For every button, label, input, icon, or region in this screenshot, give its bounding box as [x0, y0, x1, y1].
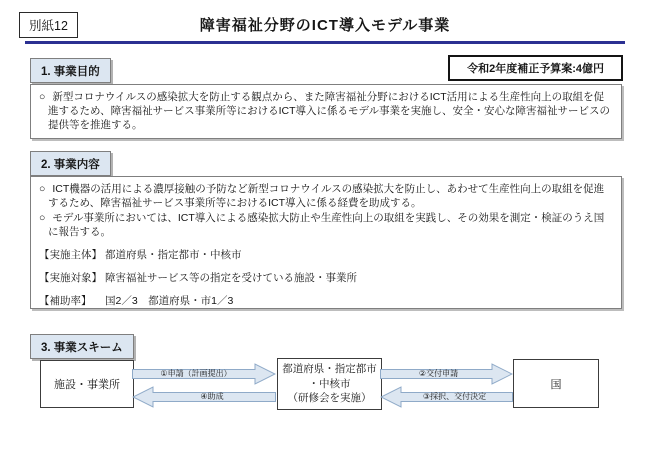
- meta-label: 【実施主体】: [39, 248, 102, 261]
- bullet-marker: ○: [39, 91, 46, 103]
- meta-row-target: [39, 272, 613, 286]
- prefecture-box-line: 都道府県・指定都市: [282, 362, 377, 375]
- arrow-apply: [132, 363, 276, 385]
- section-2-content-box: [30, 176, 622, 309]
- section-2-heading: 2. 事業内容: [30, 151, 111, 176]
- attachment-tag: 別紙12: [19, 12, 78, 38]
- facility-box: 施設・事業所: [40, 360, 134, 408]
- meta-value: 都道府県・指定都市・中核市: [105, 248, 242, 261]
- arrow-subsidy-label: ④助成: [200, 392, 224, 401]
- bullet-marker: ○: [39, 211, 46, 224]
- arrow-adoption: [380, 386, 513, 408]
- meta-label: 【補助率】: [39, 294, 92, 307]
- prefecture-box-line: ・中核市: [308, 377, 351, 390]
- scheme-diagram: [30, 358, 622, 420]
- meta-value: 障害福祉サービス等の指定を受けている施設・事業所: [105, 271, 357, 284]
- meta-row-subject: [39, 249, 613, 263]
- bullet-text: 新型コロナウイルスの感染拡大を防止する観点から、また障害福祉分野におけるICT活用による生産性向上の取組を促進するため、障害福祉サービス事業所等におけるICT導入に係るモデル事業を実施し、安全・安心な障害福祉サービスの提供等を推進する。: [48, 91, 610, 131]
- prefecture-box: [277, 358, 382, 410]
- bullet-text: ICT機器の活用による濃厚接触の予防など新型コロナウイルスの感染拡大を防止し、あわせて生産性向上の取組を促進するため、障害福祉サービス事業所等におけるICT導入に係る経費を助成する。: [48, 183, 605, 209]
- arrow-adoption-label: ③採択、交付決定: [422, 392, 487, 401]
- bullet-marker: ○: [39, 183, 46, 195]
- title-underline: [25, 41, 625, 44]
- section-1-bullet: [39, 91, 613, 133]
- bullet-text: モデル事業所においては、ICT導入による感染拡大防止や生産性向上の取組を実践し、その効果を測定・検証のうえ国に報告する。: [48, 211, 605, 238]
- section-2-bullet: [39, 183, 613, 211]
- meta-label: 【実施対象】: [39, 271, 102, 284]
- meta-row-subsidy-rate: [39, 295, 613, 309]
- section-3-heading: 3. 事業スキーム: [30, 334, 134, 359]
- section-1-heading: 1. 事業目的: [30, 58, 111, 83]
- meta-value: 国2／3 都道府県・市1／3: [105, 294, 234, 307]
- prefecture-box-line: （研修会を実施）: [287, 392, 372, 405]
- budget-box: 令和2年度補正予算案:4億円: [448, 55, 623, 81]
- page-title: 障害福祉分野のICT導入モデル事業: [199, 17, 451, 34]
- arrow-subsidy: [132, 386, 276, 408]
- arrow-grant-apply-label: ②交付申請: [418, 369, 459, 378]
- nation-box: 国: [513, 359, 599, 408]
- arrow-apply-label: ①申請（計画提出）: [160, 369, 232, 378]
- arrow-grant-apply: [380, 363, 513, 385]
- section-1-content-box: [30, 84, 622, 139]
- section-2-bullet: [39, 212, 613, 240]
